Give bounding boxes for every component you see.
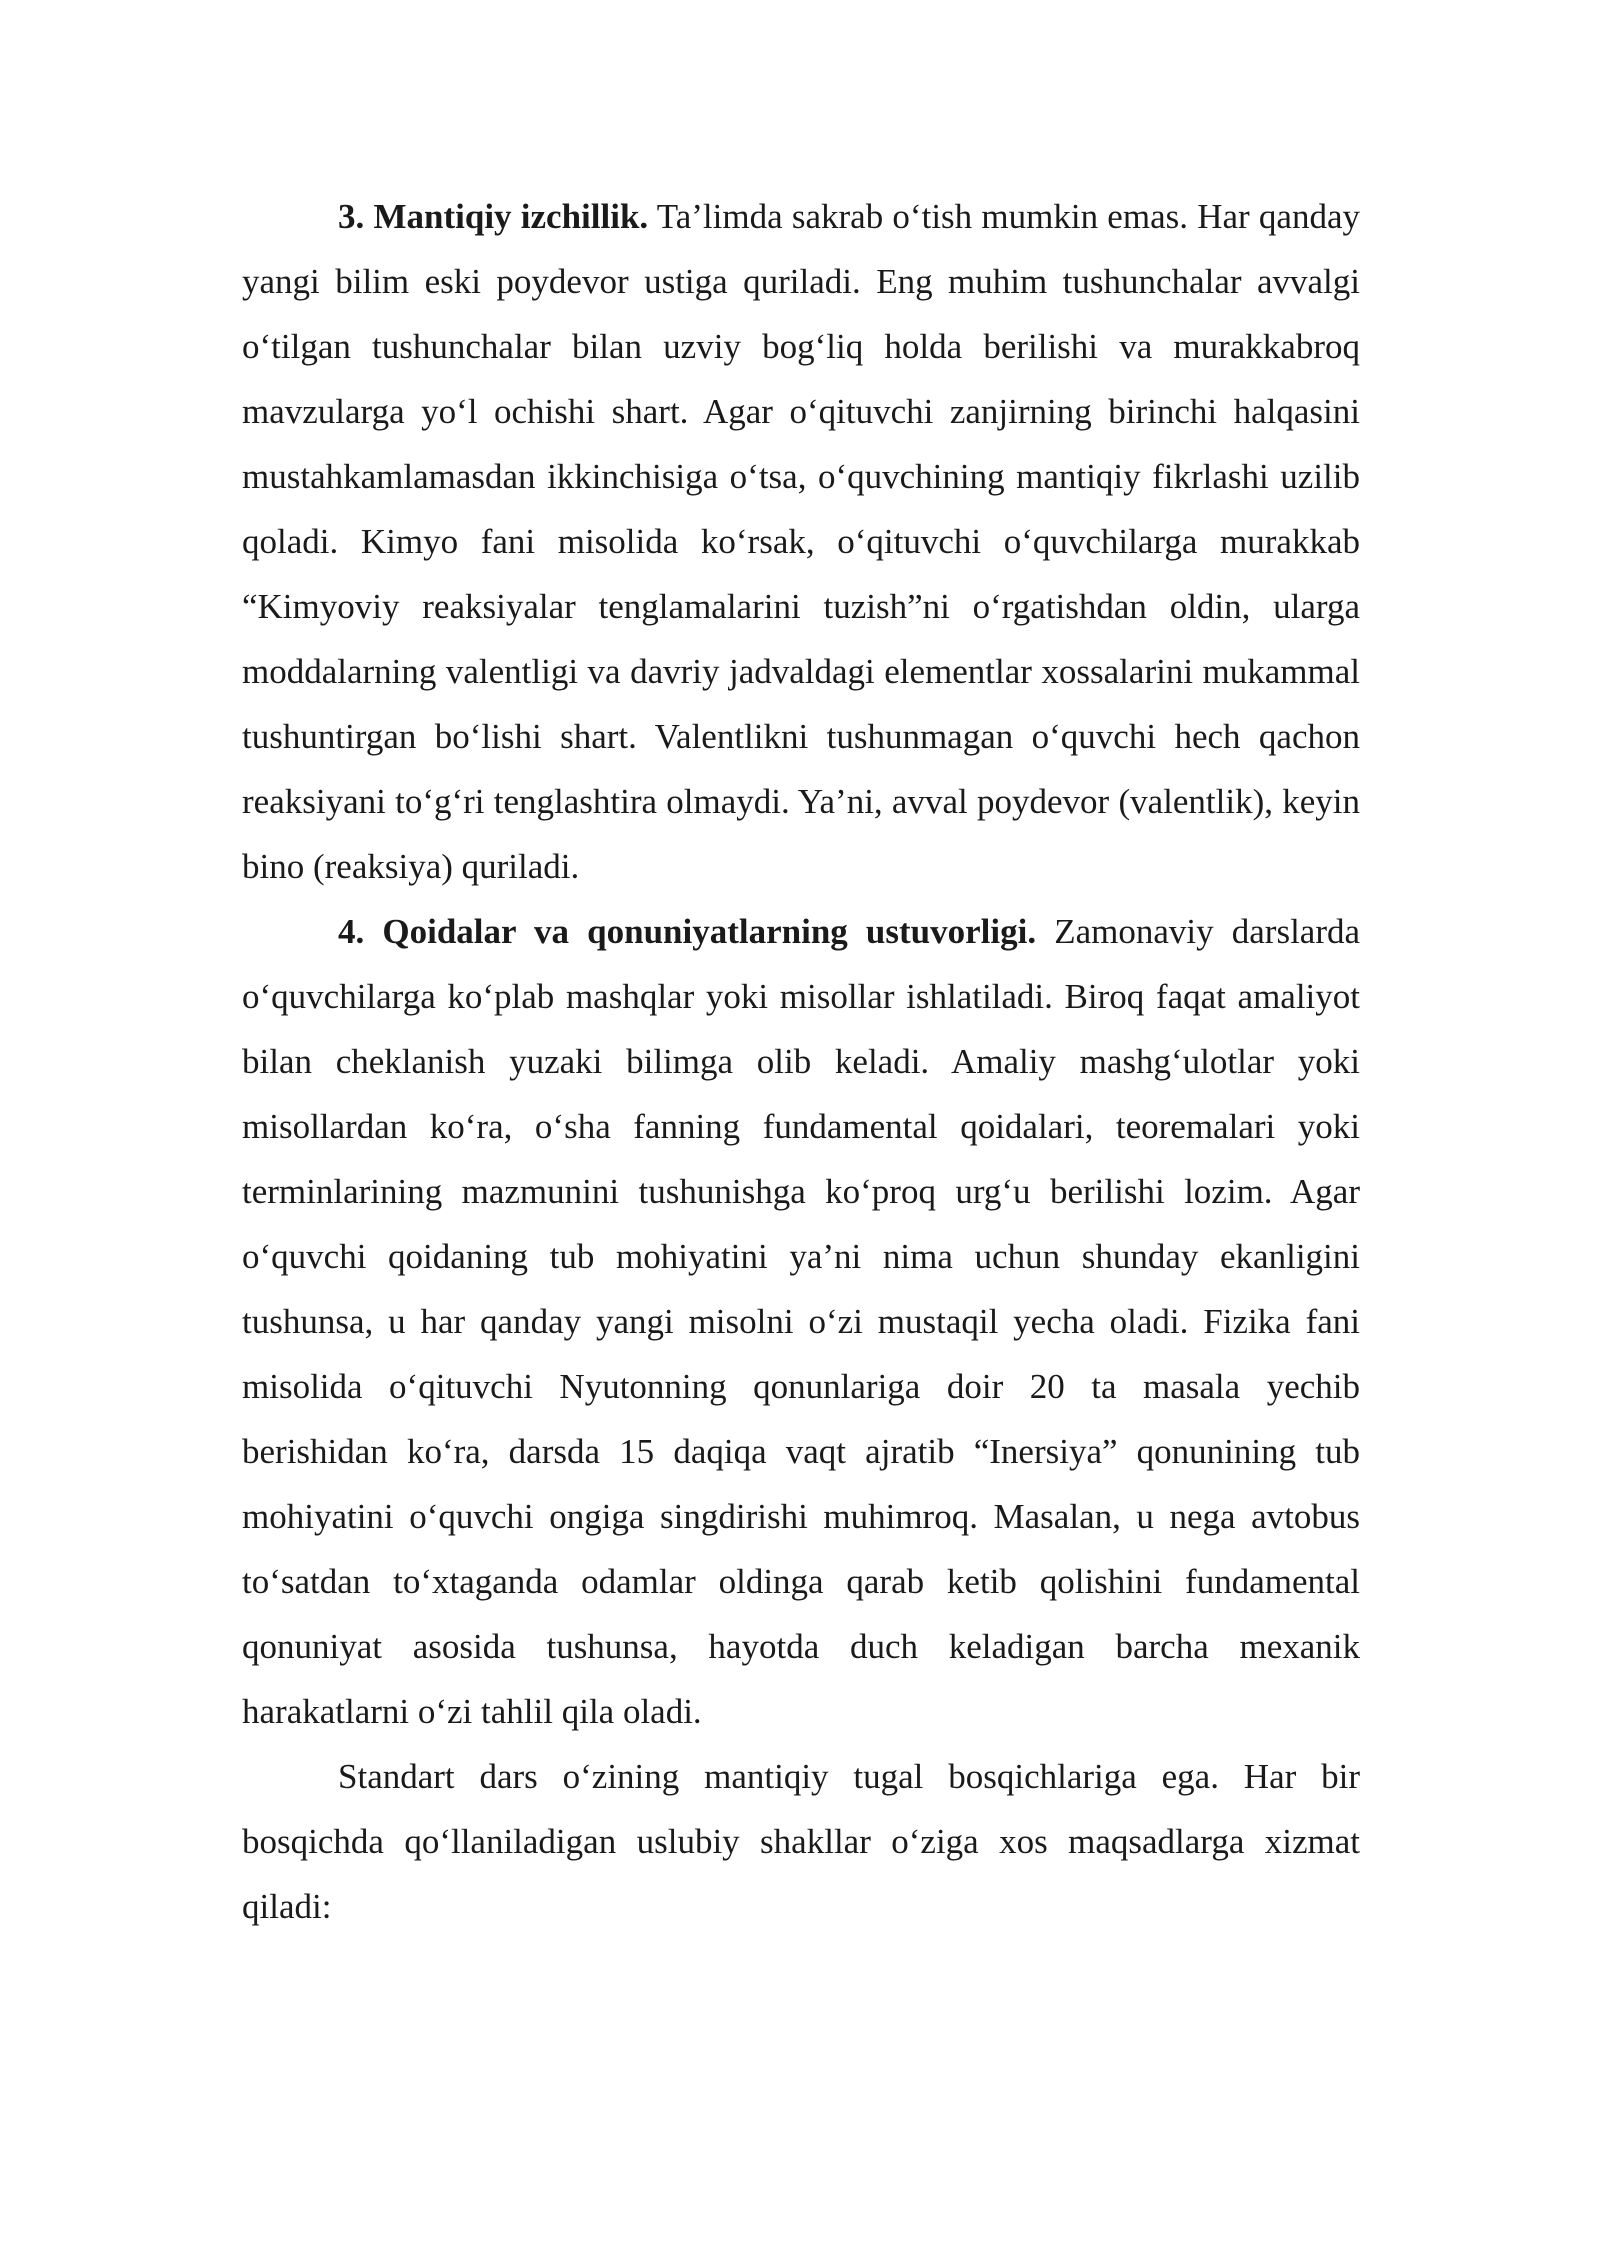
paragraph-heading: 4. Qoidalar va qonuniyatlarning ustuvorligi.	[338, 912, 1037, 951]
paragraph-mantiqiy-izchillik	[242, 184, 1360, 899]
paragraph-text: Zamonaviy darslarda o‘quvchilarga ko‘plab mashqlar yoki misollar ishlatiladi. Biroq faqat amaliyot bilan cheklanish yuzaki bilimga olib keladi. Amaliy mashg‘ulotlar yoki misollardan ko‘ra, o‘sha fanning fundamental qoidalari, teoremalari yoki terminlarining mazmunini tushunishga ko‘proq urg‘u berilishi lozim. Agar o‘quvchi qoidaning tub mohiyatini ya’ni nima uchun shunday ekanligini tushunsa, u har qanday yangi misolni o‘zi mustaqil yecha oladi. Fizika fani misolida o‘qituvchi Nyutonning qonunlariga doir 20 ta masala yechib berishidan ko‘ra, darsda 15 daqiqa vaqt ajratib “Inersiya” qonunining tub mohiyatini o‘quvchi ongiga singdirishi muhimroq. Masalan, u nega avtobus to‘satdan to‘xtaganda odamlar oldinga qarab ketib qolishini fundamental qonuniyat asosida tushunsa, hayotda duch keladigan barcha mexanik harakatlarni o‘zi tahlil qila oladi.	[242, 912, 1361, 1731]
paragraph-qoidalar-ustuvorligi	[242, 899, 1360, 1744]
paragraph-text: Standart dars o‘zining mantiqiy tugal bosqichlariga ega. Har bir bosqichda qo‘llaniladigan uslubiy shakllar o‘ziga xos maqsadlarga xizmat qiladi:	[242, 1757, 1360, 1926]
paragraph-text: Ta’limda sakrab o‘tish mumkin emas. Har qanday yangi bilim eski poydevor ustiga quriladi. Eng muhim tushunchalar avvalgi o‘tilgan tushunchalar bilan uzviy bog‘liq holda berilishi va murakkabroq mavzularga yo‘l ochishi shart. Agar o‘qituvchi zanjirning birinchi halqasini mustahkamlamasdan ikkinchisiga o‘tsa, o‘quvchining mantiqiy fikrlashi uzilib qoladi. Kimyo fani misolida ko‘rsak, o‘qituvchi o‘quvchilarga murakkab “Kimyoviy reaksiyalar tenglamalarini tuzish”ni o‘rgatishdan oldin, ularga moddalarning valentligi va davriy jadvaldagi elementlar xossalarini mukammal tushuntirgan bo‘lishi shart. Valentlikni tushunmagan o‘quvchi hech qachon reaksiyani to‘g‘ri tenglashtira olmaydi. Ya’ni, avval poydevor (valentlik), keyin bino (reaksiya) quriladi.	[242, 197, 1360, 886]
document-body	[242, 184, 1360, 1939]
paragraph-heading: 3. Mantiqiy izchillik.	[338, 197, 649, 236]
paragraph-standart-dars	[242, 1744, 1360, 1939]
